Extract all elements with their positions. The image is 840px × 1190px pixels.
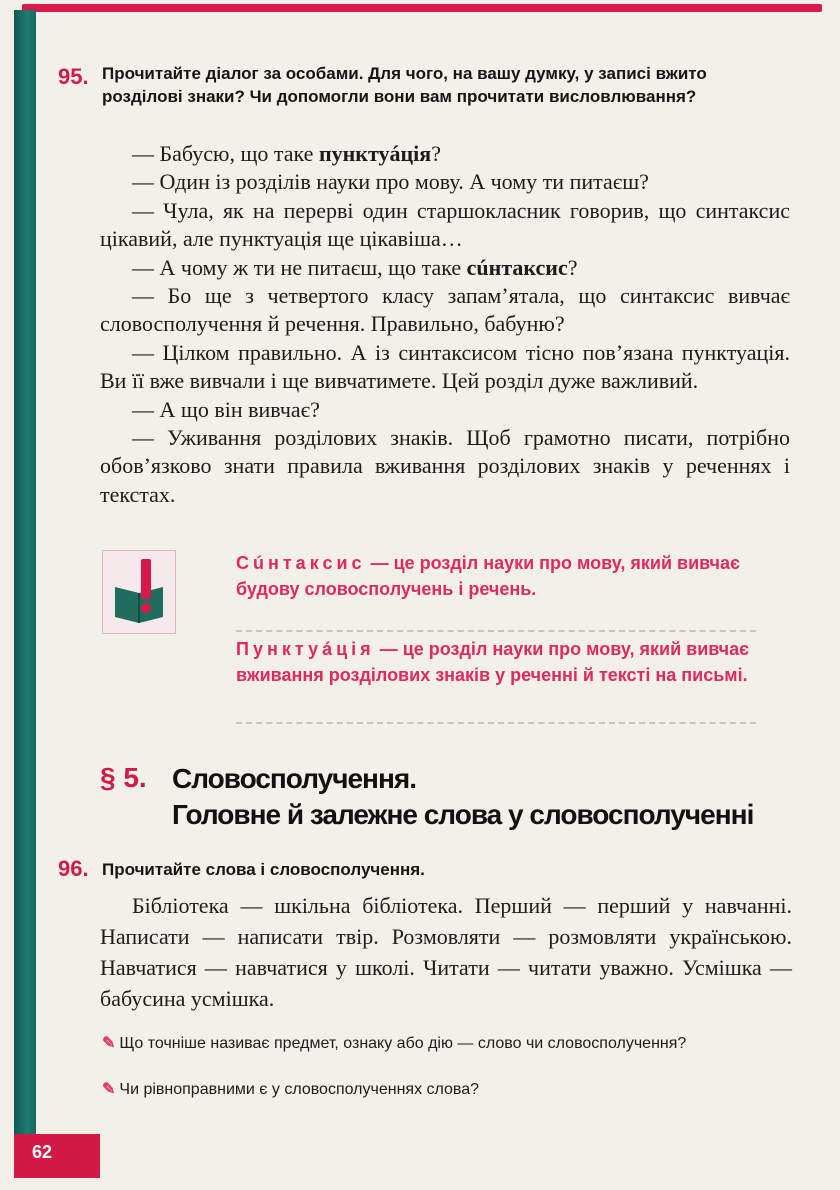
section-title-line1: Словосполучення. [172,763,416,794]
top-accent-bar [22,4,822,12]
rule-punctuation [236,636,756,688]
rule-definition: — це розділ науки про мову, який вивчає будову словосполучень і речень. [236,553,740,599]
task-95-number: 95. [58,64,89,89]
exclamation-book-icon [102,550,176,634]
question-text: Чи рівноправними є у словосполученнях слова? [119,1081,480,1098]
dialog-line: — Бо ще з четвертого класу запам’ятала, що синтаксис вивчає словосполучення й речення. Правильно, бабуню? [100,283,790,337]
question-2 [102,1080,792,1099]
section-title-line2: Головне й залежне слова у словосполученні [172,799,754,830]
rule-term: Сúнтаксис [236,553,366,573]
page-number: 62 [32,1142,53,1162]
question-1 [102,1034,792,1053]
page-spine [14,10,36,1140]
pencil-icon: ✎ [102,1035,116,1052]
rule-term: Пунктуáція [236,639,375,659]
dialog-line: — Чула, як на перерві один старшокласник говорив, що синтаксис цікавий, але пунктуація ще цікавіша… [100,197,790,252]
dialog [100,140,790,509]
rule-syntax [236,550,756,602]
task-96-number: 96. [58,856,89,881]
dialog-line: — А що він вивчає? [132,396,320,422]
pencil-icon: ✎ [102,1081,116,1098]
rule-definition: — це розділ науки про мову, який вивчає вживання розділових знаків у реченні й тексті на письмі. [236,639,750,685]
task-95-instruction: Прочитайте діалог за особами. Для чого, на вашу думку, у записі вжито розділові знаки? Чи допомогли вони вам прочитати висловлювання? [102,64,707,106]
dialog-line: — Один із розділів науки про мову. А чому ти питаєш? [132,169,649,195]
rule-divider [236,630,756,632]
dialog-line: — Бабусю, що таке пунктуáція? [132,141,441,166]
rule-divider [236,722,756,724]
word-pairs-text [100,890,792,1014]
section-sign: § 5. [100,762,147,793]
dialog-line: — Цілком правильно. А із синтаксисом тісно пов’язана пунктуація. Ви її вже вивчали і ще вивчатимете. Цей розділ дуже важливий. [100,339,790,394]
book-icon [113,581,165,623]
dialog-line: — А чому ж ти не питаєш, що таке сúнтаксис? [132,254,578,280]
page-number-box [14,1134,100,1178]
word-pairs-paragraph: Бібліотека — шкільна бібліотека. Перший — перший у навчанні. Написати — написати твір. Розмовляти — розмовляти українською. Навчатися — навчатися у школі. Читати — читати уважно. Усмішка — бабусина усмішка. [100,893,792,1011]
task-96-instruction: Прочитайте слова і словосполучення. [102,860,425,879]
question-text: Що точніше називає предмет, ознаку або дію — слово чи словосполучення? [119,1035,687,1052]
dialog-line: — Уживання розділових знаків. Щоб грамотно писати, потрібно обов’язково знати правила вживання розділових знаків у реченнях і текстах. [100,425,790,507]
